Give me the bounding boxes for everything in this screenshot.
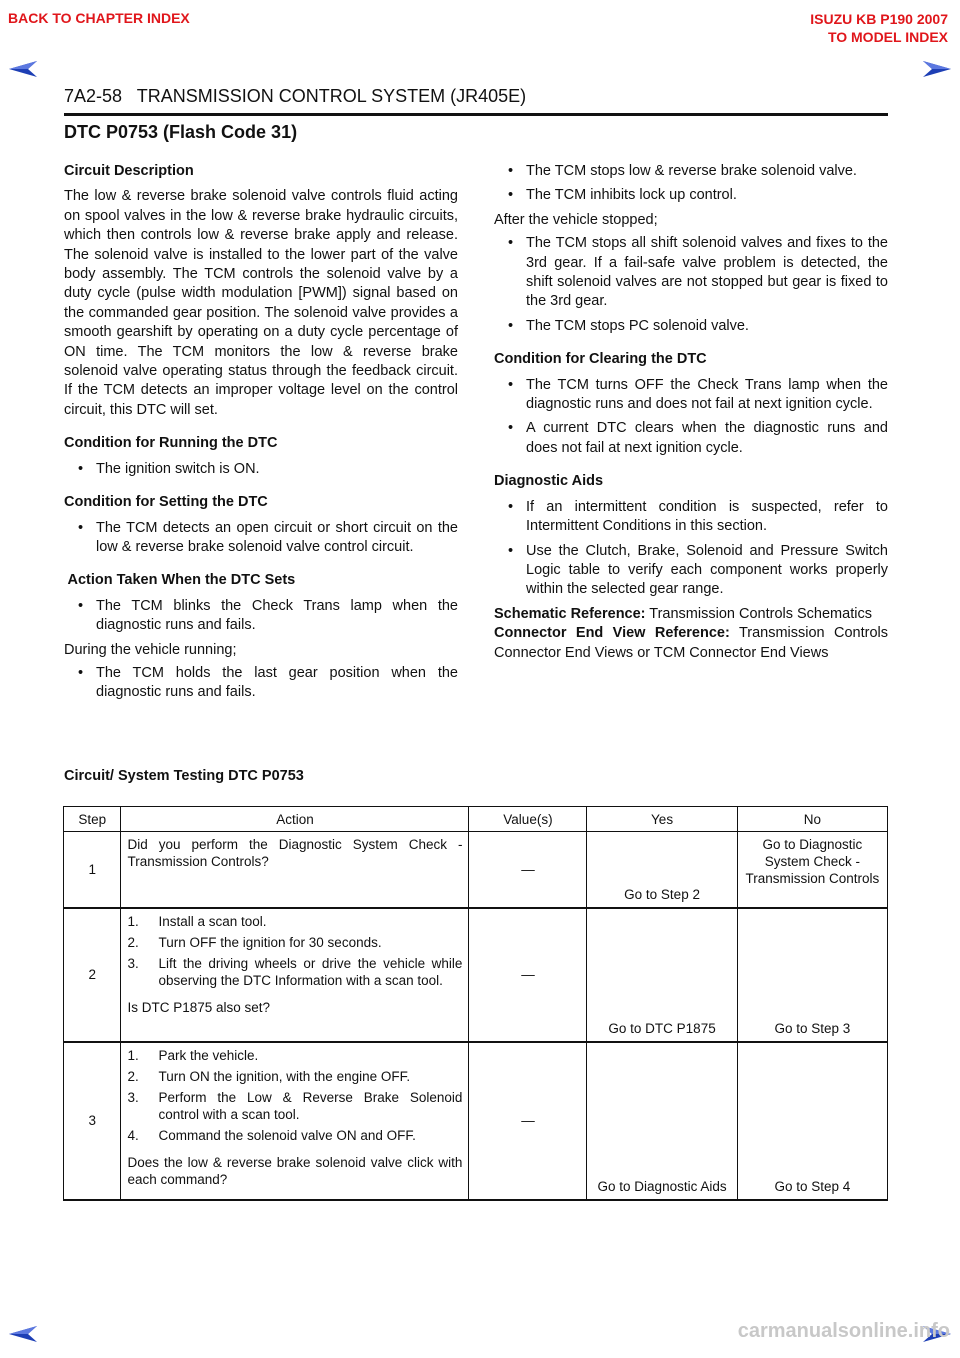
action-cell xyxy=(121,1042,469,1200)
no-cell xyxy=(737,832,887,908)
action-taken-list xyxy=(64,597,458,636)
left-column xyxy=(64,162,458,717)
step-number: 3 xyxy=(64,1042,121,1200)
table-row xyxy=(64,1042,888,1200)
testing-title: Circuit/ System Testing DTC P0753 xyxy=(64,768,304,784)
action-step-text: Install a scan tool. xyxy=(158,913,267,929)
action-step: 1. Install a scan tool. xyxy=(127,913,267,929)
col-header-action: Action xyxy=(121,807,469,832)
running-head: 7A2-58 TRANSMISSION CONTROL SYSTEM (JR405E) xyxy=(64,86,527,106)
table-row xyxy=(64,908,888,1042)
diagnostic-aids-heading: Diagnostic Aids xyxy=(494,473,604,490)
no-link[interactable]: Go to Step 4 xyxy=(774,1178,851,1194)
to-model-index-label[interactable]: TO MODEL INDEX xyxy=(827,29,948,45)
previous-page-arrow-icon[interactable] xyxy=(8,60,38,78)
running-condition-list xyxy=(64,460,458,479)
action-cell xyxy=(121,832,469,908)
list-item: • The ignition switch is ON. xyxy=(64,460,458,479)
running-condition-heading: Condition for Running the DTC xyxy=(64,435,278,452)
list-item: • The TCM detects an open circuit or short circuit on the low & reverse brake solenoid valve control circuit. xyxy=(64,519,458,558)
connector-reference-label: Connector End View Reference: xyxy=(494,625,730,642)
yes-cell xyxy=(587,908,737,1042)
action-step-text: Perform the Low & Reverse Brake Solenoid control with a scan tool. xyxy=(158,1089,463,1122)
testing-table xyxy=(63,806,888,1201)
clearing-condition-heading: Condition for Clearing the DTC xyxy=(494,351,707,368)
after-stopped-label: After the vehicle stopped; xyxy=(494,211,658,228)
no-cell xyxy=(737,1042,887,1200)
action-step: 4. Command the solenoid valve ON and OFF. xyxy=(127,1127,416,1143)
yes-link[interactable]: Go to Step 2 xyxy=(624,886,700,902)
action-step: 1. Park the vehicle. xyxy=(127,1047,259,1063)
list-item: • Use the Clutch, Brake, Solenoid and Pressure Switch Logic table to verify each component works properly within the selected gear range. xyxy=(494,542,888,600)
setting-condition-heading: Condition for Setting the DTC xyxy=(64,494,268,511)
diagnostic-aids-list xyxy=(494,498,888,600)
model-index-link[interactable] xyxy=(810,10,948,46)
right-column xyxy=(494,162,888,663)
circuit-description-text: The low & reverse brake solenoid valve controls fluid acting on spool valves in the low & reverse brake hydraulic circuits, which then controls low & reverse brake apply and release. The solenoid valve is installed to the lower part of the valve body assembly. The TCM controls the solenoid valve by a duty cycle (pulse width modulation [PWM]) signal based on the commanded gear position. The solenoid valve provides a smooth gearshift by operating on a duty cycle percentage of ON time. The TCM monitors the low & reverse brake solenoid valve operating status through the feedback circuit. If the TCM detects an improper voltage level on the control circuit, this DTC will set. xyxy=(64,188,458,418)
no-cell xyxy=(737,908,887,1042)
during-running-list xyxy=(64,664,458,703)
during-running-label: During the vehicle running; xyxy=(64,641,237,658)
action-steps xyxy=(127,913,462,989)
previous-page-arrow-bottom-icon[interactable] xyxy=(8,1325,38,1343)
table-row xyxy=(64,832,888,908)
no-link[interactable]: Go to Diagnostic System Check - Transmission Controls xyxy=(745,837,880,886)
list-item: • The TCM stops low & reverse brake solenoid valve. xyxy=(494,162,888,181)
action-continued-list xyxy=(494,162,888,206)
list-item: • The TCM stops PC solenoid valve. xyxy=(494,317,888,336)
action-step: 2. Turn OFF the ignition for 30 seconds. xyxy=(127,934,382,950)
col-header-no: No xyxy=(737,807,887,832)
back-to-chapter-index-link[interactable]: BACK TO CHAPTER INDEX xyxy=(8,10,190,26)
schematic-reference xyxy=(494,605,888,624)
model-title[interactable]: ISUZU KB P190 2007 xyxy=(810,11,948,27)
yes-cell xyxy=(587,832,737,908)
action-step-text: Turn ON the ignition, with the engine OFF. xyxy=(158,1068,411,1084)
table-header-row xyxy=(64,807,888,832)
values-cell: — xyxy=(469,1042,587,1200)
list-item: • The TCM blinks the Check Trans lamp when the diagnostic runs and fails. xyxy=(64,597,458,636)
action-question: Did you perform the Diagnostic System Check - Transmission Controls? xyxy=(127,837,463,869)
yes-link[interactable]: Go to DTC P1875 xyxy=(608,1020,716,1036)
step-number: 1 xyxy=(64,832,121,908)
action-question: Does the low & reverse brake solenoid valve click with each command? xyxy=(127,1154,463,1187)
next-page-arrow-icon[interactable] xyxy=(922,60,952,78)
after-stopped-list xyxy=(494,234,888,336)
values-cell: — xyxy=(469,832,587,908)
setting-condition-list xyxy=(64,519,458,558)
list-item: • The TCM turns OFF the Check Trans lamp when the diagnostic runs and does not fail at next ignition cycle. xyxy=(494,376,888,415)
action-step-text: Command the solenoid valve ON and OFF. xyxy=(158,1127,416,1143)
schematic-reference-label: Schematic Reference: xyxy=(494,605,646,622)
step-number: 2 xyxy=(64,908,121,1042)
list-item: • The TCM holds the last gear position when the diagnostic runs and fails. xyxy=(64,664,458,703)
values-cell: — xyxy=(469,908,587,1042)
action-taken-heading: Action Taken When the DTC Sets xyxy=(64,572,296,589)
action-step: 3. Perform the Low & Reverse Brake Solenoid control with a scan tool. xyxy=(127,1089,463,1122)
circuit-description-heading: Circuit Description xyxy=(64,163,194,179)
col-header-yes: Yes xyxy=(587,807,737,832)
action-question: Is DTC P1875 also set? xyxy=(127,999,271,1015)
action-cell xyxy=(121,908,469,1042)
action-step-text: Park the vehicle. xyxy=(158,1047,259,1063)
clearing-condition-list xyxy=(494,376,888,459)
list-item: • The TCM inhibits lock up control. xyxy=(494,186,888,205)
action-step: 3. Lift the driving wheels or drive the vehicle while observing the DTC Information with a scan tool. xyxy=(127,955,463,988)
yes-cell xyxy=(587,1042,737,1200)
schematic-reference-link[interactable]: Transmission Controls Schematics xyxy=(645,605,872,622)
header-rule xyxy=(64,113,888,116)
yes-link[interactable]: Go to Diagnostic Aids xyxy=(597,1178,727,1194)
no-link[interactable]: Go to Step 3 xyxy=(774,1020,851,1036)
action-step-text: Turn OFF the ignition for 30 seconds. xyxy=(158,934,382,950)
connector-reference-link[interactable]: Transmission Controls Connector End Views or TCM Connector End Views xyxy=(494,625,889,661)
connector-reference xyxy=(494,624,888,663)
action-step: 2. Turn ON the ignition, with the engine OFF. xyxy=(127,1068,411,1084)
watermark: carmanualsonline.info xyxy=(737,1320,950,1342)
col-header-step: Step xyxy=(64,807,121,832)
page-title: DTC P0753 (Flash Code 31) xyxy=(64,122,298,142)
action-steps xyxy=(127,1047,462,1144)
col-header-values: Value(s) xyxy=(469,807,587,832)
list-item: • The TCM stops all shift solenoid valves and fixes to the 3rd gear. If a fail-safe valve problem is detected, the shift solenoid valves are not stopped but gear is fixed to the 3rd gear. xyxy=(494,234,888,312)
list-item: • If an intermittent condition is suspected, refer to Intermittent Conditions in this section. xyxy=(494,498,888,537)
list-item: • A current DTC clears when the diagnostic runs and does not fail at next ignition cycle. xyxy=(494,419,888,458)
action-step-text: Lift the driving wheels or drive the vehicle while observing the DTC Information with a scan tool. xyxy=(158,955,463,988)
